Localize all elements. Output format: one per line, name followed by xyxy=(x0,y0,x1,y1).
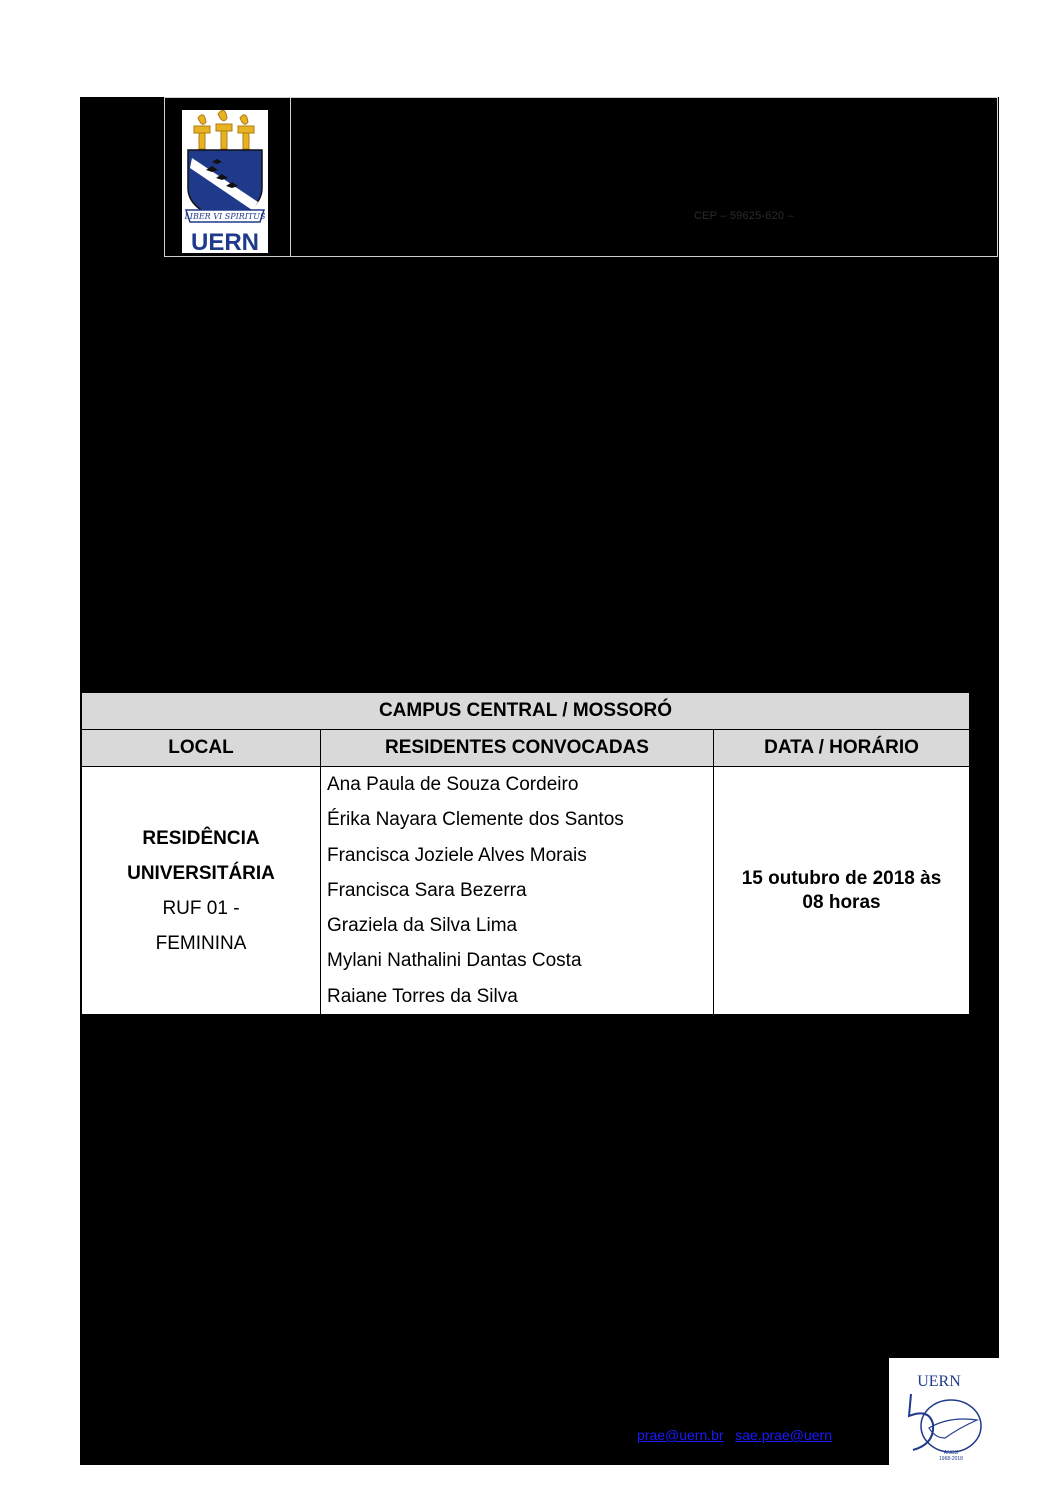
resident-name: Francisca Joziele Alves Morais xyxy=(327,844,587,866)
uern-crest-logo xyxy=(182,110,268,253)
header-divider xyxy=(290,97,291,257)
email-link-sae[interactable]: sae.prae@uern xyxy=(735,1427,832,1443)
email-link-prae[interactable]: prae@uern.br xyxy=(637,1427,724,1443)
anniversary-logo-icon xyxy=(889,1358,999,1466)
anniversary-anos: ANOS xyxy=(943,1450,959,1456)
logo-name: UERN xyxy=(190,229,260,253)
date-line-1: 15 outubro de 2018 às xyxy=(741,867,942,889)
header-cep-text: CEP – 59625-620 – xyxy=(694,210,794,222)
footer-emails xyxy=(637,1427,832,1443)
anniversary-years: 1968-2018 xyxy=(939,1456,963,1462)
resident-name: Mylani Nathalini Dantas Costa xyxy=(327,950,582,972)
column-header-date: DATA / HORÁRIO xyxy=(714,730,970,767)
uern-crest-icon xyxy=(182,110,268,253)
campus-title: CAMPUS CENTRAL / MOSSORÓ xyxy=(82,693,970,730)
date-line-2: 08 horas xyxy=(802,891,881,913)
resident-name: Graziela da Silva Lima xyxy=(327,915,518,937)
local-line-1: RESIDÊNCIA xyxy=(142,827,260,849)
local-line-4: FEMININA xyxy=(155,932,247,954)
date-cell xyxy=(714,767,970,1015)
local-line-2: UNIVERSITÁRIA xyxy=(127,862,275,884)
table-row xyxy=(82,767,970,1015)
logo-motto: LIBER VI SPIRITUS xyxy=(184,212,266,221)
local-line-3: RUF 01 - xyxy=(162,897,240,919)
uern-50-years-logo xyxy=(889,1358,999,1466)
email-separator: , xyxy=(723,1427,728,1443)
residents-cell xyxy=(321,767,714,1015)
column-header-residents: RESIDENTES CONVOCADAS xyxy=(321,730,714,767)
resident-name: Raiane Torres da Silva xyxy=(327,985,518,1007)
resident-name: Ana Paula de Souza Cordeiro xyxy=(327,774,579,795)
campus-title-row xyxy=(82,693,970,730)
column-header-local: LOCAL xyxy=(82,730,321,767)
anniversary-logo-name: UERN xyxy=(917,1373,961,1390)
resident-name: Érika Nayara Clemente dos Santos xyxy=(327,809,624,831)
local-cell xyxy=(82,767,321,1015)
convocation-table xyxy=(81,692,970,1015)
resident-name: Francisca Sara Bezerra xyxy=(327,879,527,901)
table-header-row xyxy=(82,730,970,767)
